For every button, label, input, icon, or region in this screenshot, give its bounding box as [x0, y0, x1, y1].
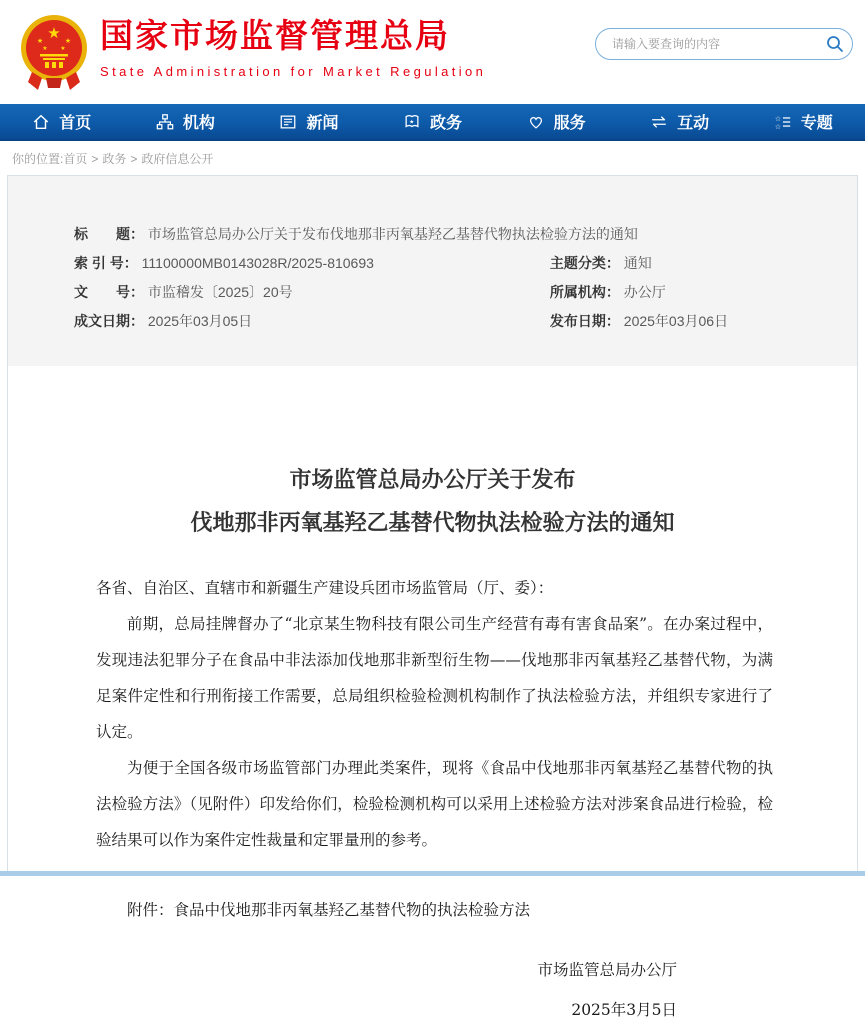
breadcrumb-separator: >	[91, 152, 99, 166]
search-input[interactable]	[596, 37, 818, 51]
meta-value-office: 办公厅	[623, 284, 666, 300]
content-container	[7, 175, 858, 1019]
org-chart-icon	[156, 113, 174, 131]
national-emblem-logo[interactable]	[18, 12, 90, 92]
svg-text:★: ★	[64, 38, 72, 45]
svg-text:☆: ☆	[774, 113, 782, 123]
meta-value-docnumber: 市监稽发〔2025〕20号	[147, 284, 293, 300]
nav-item-label: 互动	[677, 115, 710, 132]
main-nav	[0, 104, 865, 141]
breadcrumb-prefix: 你的位置:	[12, 152, 64, 166]
breadcrumb	[0, 141, 865, 175]
breadcrumb-link-gov[interactable]: 政务	[102, 152, 127, 166]
footer-divider	[0, 871, 865, 876]
svg-text:☆: ☆	[774, 121, 782, 131]
document-body-panel	[8, 366, 857, 1030]
nav-item-org[interactable]	[124, 104, 248, 139]
nav-item-label: 服务	[553, 115, 586, 132]
meta-label-title: 标 题：	[74, 226, 144, 242]
meta-label-office: 所属机构：	[549, 284, 620, 300]
nav-item-service[interactable]	[494, 104, 618, 139]
nav-item-label: 新闻	[306, 115, 339, 132]
site-header	[0, 0, 865, 104]
document-text	[96, 570, 773, 1030]
nav-item-interact[interactable]	[618, 104, 742, 139]
document-title-line1: 市场监管总局办公厅关于发布	[289, 467, 576, 492]
home-icon	[32, 113, 50, 131]
signer: 市场监管总局办公厅	[537, 961, 677, 979]
paragraph: 为便于全国各级市场监管部门办理此类案件，现将《食品中伐地那非丙氧基羟乙基替代物的执法检验方法》（见附件）印发给你们，检验检测机构可以采用上述检验方法对涉案食品进行检验，检验结果可以作为案件定性裁量和定罪量刑的参考。	[96, 759, 773, 849]
breadcrumb-link-home[interactable]: 首页	[63, 152, 88, 166]
nav-item-news[interactable]	[247, 104, 371, 139]
meta-label-category: 主题分类：	[549, 255, 620, 271]
nav-item-topics[interactable]	[741, 104, 865, 139]
brand-block	[100, 16, 486, 79]
meta-label-docnumber: 文 号：	[74, 284, 144, 300]
sign-date: 2025年3月5日	[571, 1001, 677, 1019]
document-title-line2: 伐地那非丙氧基羟乙基替代物执法检验方法的通知	[190, 510, 675, 535]
meta-row	[74, 307, 837, 336]
document-title	[8, 458, 857, 544]
exchange-arrows-icon	[650, 113, 668, 131]
nav-item-label: 首页	[59, 115, 92, 132]
breadcrumb-link-info[interactable]: 政府信息公开	[141, 152, 214, 166]
signature-block	[96, 950, 677, 1030]
meta-row-title	[74, 220, 837, 249]
svg-text:★: ★	[47, 25, 61, 42]
meta-label-publish-date: 发布日期：	[549, 313, 620, 329]
attachment-line: 附件：食品中伐地那非丙氧基羟乙基替代物的执法检验方法	[127, 901, 531, 919]
meta-value-written-date: 2025年03月05日	[147, 313, 253, 329]
meta-row	[74, 249, 837, 278]
search-button[interactable]	[818, 29, 852, 59]
nav-item-gov[interactable]	[371, 104, 495, 139]
emblem-icon	[18, 12, 90, 92]
gov-doc-icon	[403, 113, 421, 131]
meta-row	[74, 278, 837, 307]
meta-value-publish-date: 2025年03月06日	[623, 313, 729, 329]
site-subtitle: State Administration for Market Regulation	[100, 64, 487, 79]
site-title: 国家市场监督管理总局	[100, 17, 450, 54]
meta-value-index: 11100000MB0143028R/2025-810693	[141, 255, 374, 271]
nav-item-label: 机构	[182, 115, 215, 132]
meta-value-title: 市场监管总局办公厅关于发布伐地那非丙氧基羟乙基替代物执法检验方法的通知	[147, 226, 638, 242]
svg-text:★: ★	[36, 38, 44, 45]
star-list-icon	[774, 113, 792, 131]
document-meta-panel	[8, 176, 857, 366]
search-box	[595, 28, 853, 60]
breadcrumb-separator: >	[130, 152, 138, 166]
heart-icon	[527, 113, 545, 131]
svg-text:★: ★	[60, 46, 66, 52]
paragraph: 前期，总局挂牌督办了“北京某生物科技有限公司生产经营有毒有害食品案”。在办案过程中，发现违法犯罪分子在食品中非法添加伐地那非新型衍生物——伐地那非丙氧基羟乙基替代物，为满足案件定性和行刑衔接工作需要，总局组织检验检测机构制作了执法检验方法，并组织专家进行了认定。	[96, 615, 773, 741]
nav-item-label: 专题	[800, 115, 833, 132]
news-icon	[279, 113, 297, 131]
svg-text:★: ★	[42, 46, 48, 52]
meta-value-category: 通知	[623, 255, 652, 271]
search-icon	[825, 34, 845, 54]
nav-item-label: 政务	[430, 115, 463, 132]
nav-item-home[interactable]	[0, 104, 124, 139]
meta-label-written-date: 成文日期：	[74, 313, 144, 329]
meta-label-index: 索 引 号：	[74, 255, 138, 271]
svg-text:★: ★	[409, 118, 415, 125]
salutation: 各省、自治区、直辖市和新疆生产建设兵团市场监管局（厅、委）：	[96, 579, 554, 597]
